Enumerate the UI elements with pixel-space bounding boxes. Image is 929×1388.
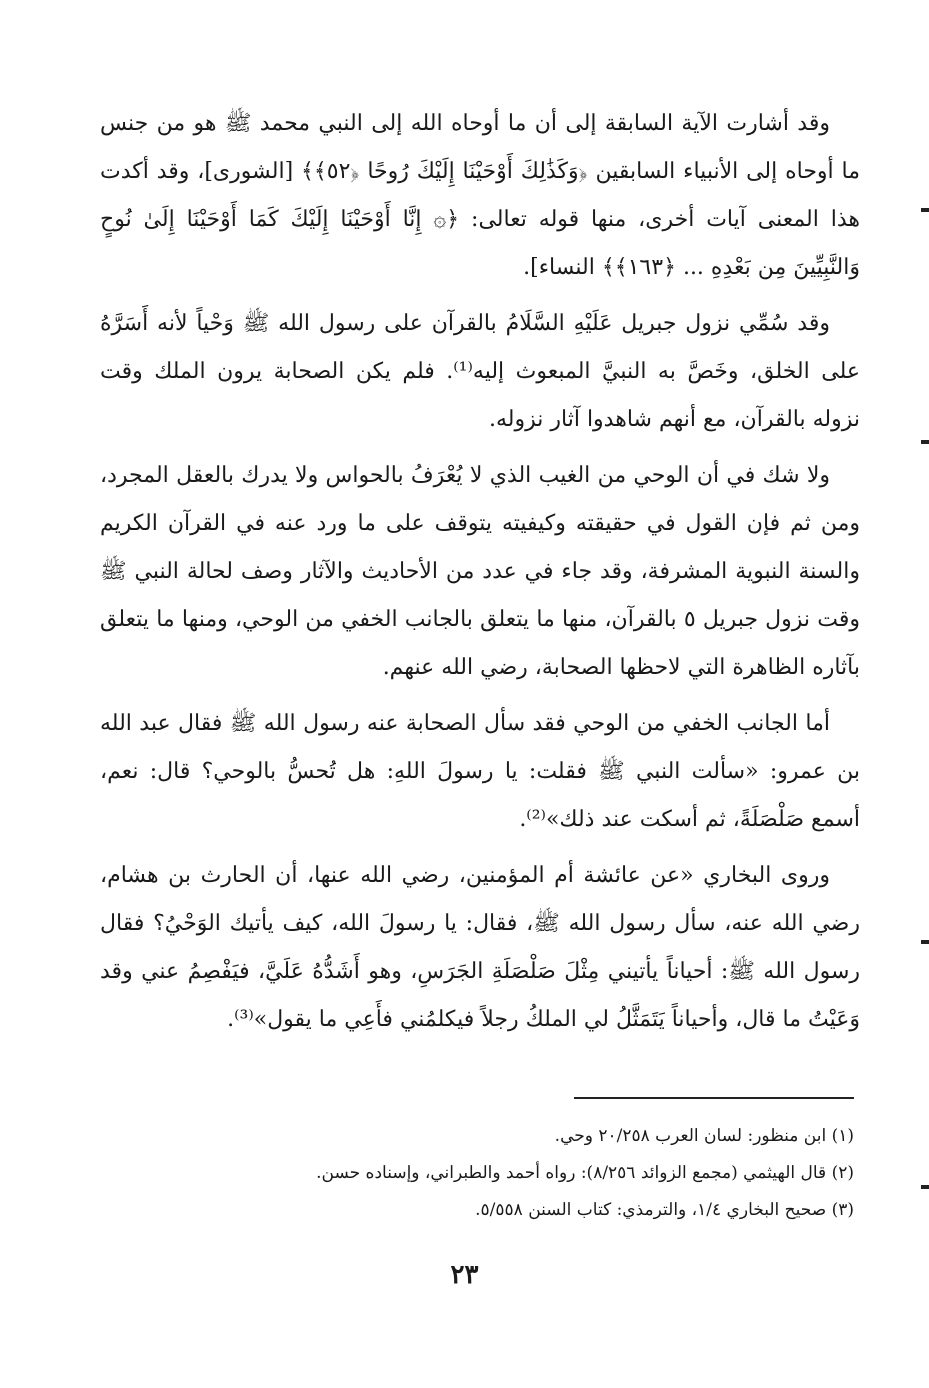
margin-mark: [921, 940, 929, 944]
page-body: [100, 100, 860, 1052]
footnotes: [94, 1118, 854, 1229]
paragraph-text: وروى البخاري «عن عائشة أم المؤمنين، رضي الله عنها، أن الحارث بن هشام، رضي الله عنه، سأل رسول الله ﷺ، فقال: يا رسولَ الله، كيف يأتيك الوَحْيُ؟ فقال رسول الله ﷺ: أحياناً يأتيني مِثْلَ صَلْصَلَةِ الجَرَسِ، وهو أَشَدُّهُ عَلَيَّ، فيَفْصِمُ عني وقد وَعَيْتُ ما قال، وأحياناً يَتَمَثَّلُ لي الملكُ رجلاً فيكلمُني فأَعِي ما يقول»⁽³⁾.: [100, 863, 861, 1032]
paragraph-text: وقد أشارت الآية السابقة إلى أن ما أوحاه الله إلى النبي محمد ﷺ هو من جنس ما أوحاه إلى الأنبياء السابقين ﴿وَكَذَٰلِكَ أَوْحَيْنَا إِلَيْكَ رُوحًا ﴿٥٢﴾﴾ [الشورى]، وقد أكدت هذا المعنى آيات أخرى، منها قوله تعالى: ﴿۞ إِنَّا أَوْحَيْنَا إِلَيْكَ كَمَا أَوْحَيْنَا إِلَىٰ نُوحٍ وَالنَّبِيِّينَ مِن بَعْدِهِ ... ﴿١٦٣﴾﴾ النساء].: [100, 111, 860, 280]
paragraph-text: أما الجانب الخفي من الوحي فقد سأل الصحابة عنه رسول الله ﷺ فقال عبد الله بن عمرو: «سألت النبي ﷺ فقلت: يا رسولَ اللهِ: هل تُحسُّ بالوحي؟ قال: نعم، أسمع صَلْصَلَةً، ثم أسكت عند ذلك»⁽²⁾.: [100, 711, 860, 832]
footnote: (٣) صحيح البخاري ١/٤، والترمذي: كتاب السنن ٥/٥٥٨.: [475, 1200, 854, 1220]
margin-mark: [921, 1185, 929, 1189]
paragraph: [100, 452, 860, 692]
paragraph: [100, 100, 860, 292]
margin-mark: [921, 208, 929, 212]
footnote: (٢) قال الهيثمي (مجمع الزوائد ٨/٢٥٦): رواه أحمد والطبراني، وإسناده حسن.: [316, 1163, 854, 1183]
footnote-divider: [574, 1097, 854, 1099]
paragraph-text: ولا شك في أن الوحي من الغيب الذي لا يُعْرَفُ بالحواس ولا يدرك بالعقل المجرد، ومن ثم فإن القول في حقيقته وكيفيته يتوقف على ما ورد عنه في القرآن الكريم والسنة النبوية المشرفة، وقد جاء في عدد من الأحاديث والآثار وصف لحالة النبي ﷺ وقت نزول جبريل ٥ بالقرآن، منها ما يتعلق بالجانب الخفي من الوحي، ومنها ما يتعلق بآثاره الظاهرة التي لاحظها الصحابة، رضي الله عنهم.: [100, 463, 860, 680]
paragraph-text: وقد سُمِّي نزول جبريل عَلَيْهِ السَّلَامُ بالقرآن على رسول الله ﷺ وَحْياً لأنه أَسَرَّهُ على الخلق، وخَصَّ به النبيَّ المبعوث إليه⁽¹⁾. فلم يكن الصحابة يرون الملك وقت نزوله بالقرآن، مع أنهم شاهدوا آثار نزوله.: [100, 311, 860, 432]
margin-mark: [921, 440, 929, 444]
footnote: (١) ابن منظور: لسان العرب ٢٠/٢٥٨ وحي.: [554, 1126, 854, 1146]
paragraph: [100, 700, 860, 844]
page-number: ٢٣: [450, 1260, 479, 1290]
paragraph: [100, 300, 860, 444]
paragraph: [100, 852, 860, 1044]
